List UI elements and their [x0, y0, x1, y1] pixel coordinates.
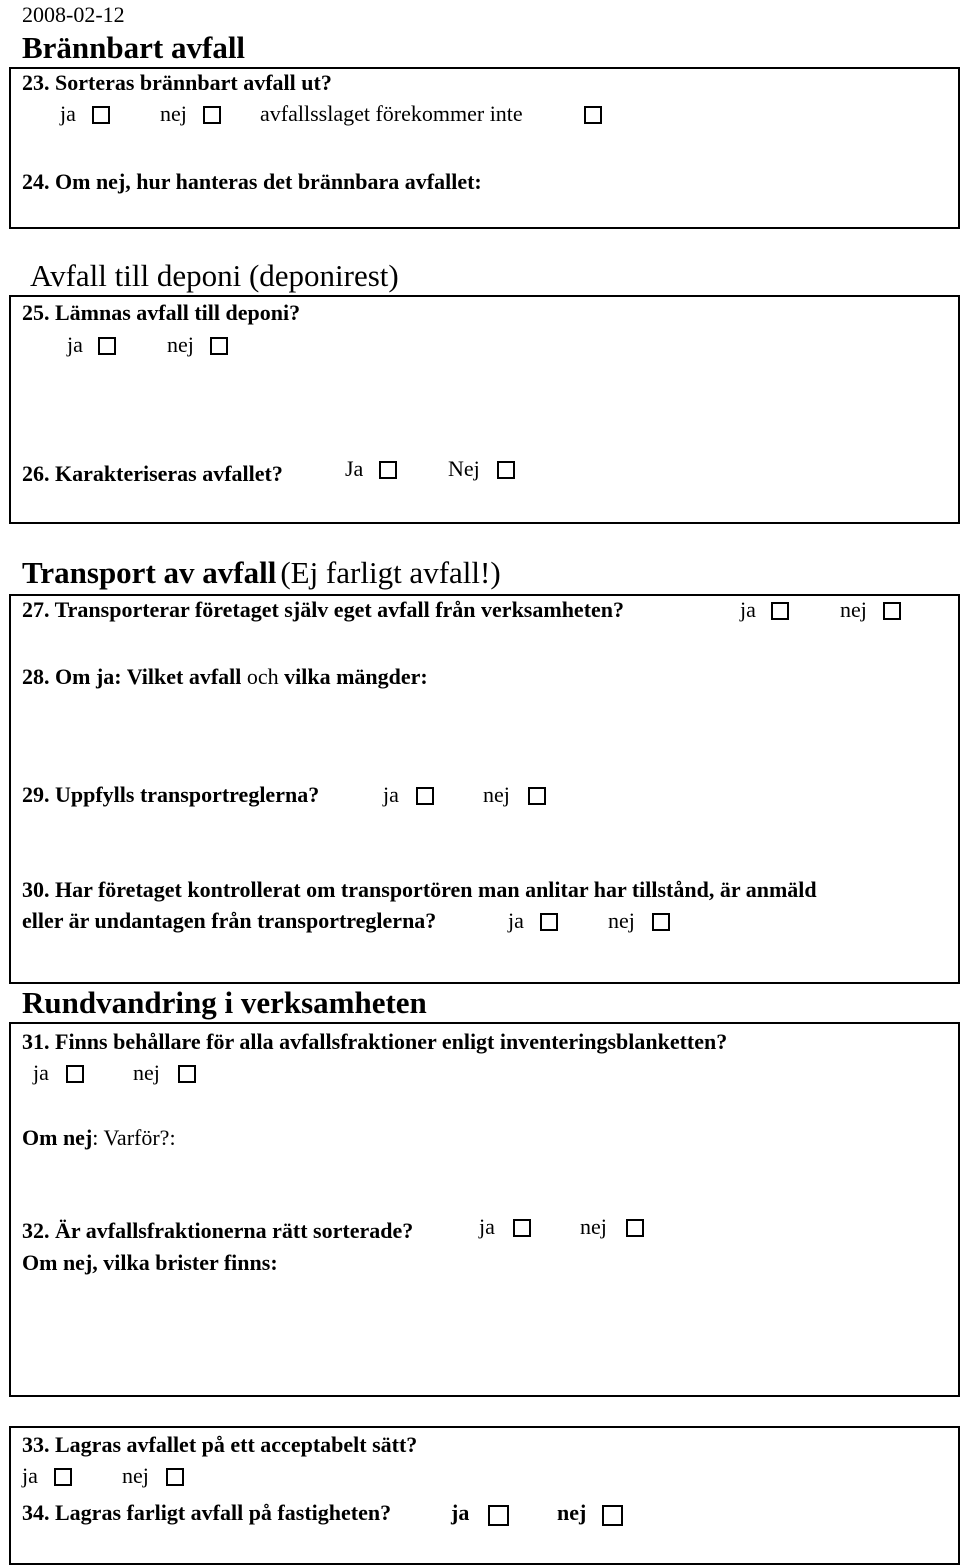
- document-date: 2008-02-12: [22, 2, 125, 27]
- q32-nej-checkbox[interactable]: [626, 1219, 644, 1237]
- q23-option-ja-label: ja: [60, 101, 76, 126]
- q26-option-nej-label: Nej: [448, 456, 480, 481]
- question-23: 23. Sorteras brännbart avfall ut?: [22, 70, 332, 95]
- q31-nej-checkbox[interactable]: [178, 1065, 196, 1083]
- q29-option-nej-label: nej: [483, 782, 510, 807]
- q30-nej-checkbox[interactable]: [652, 913, 670, 931]
- q28-part-b: och: [246, 664, 279, 689]
- q23-option-nej-label: nej: [160, 101, 187, 126]
- q29-nej-checkbox[interactable]: [528, 787, 546, 805]
- question-29: 29. Uppfylls transportreglerna?: [22, 782, 320, 807]
- q27-ja-checkbox[interactable]: [771, 602, 789, 620]
- question-27: 27. Transporterar företaget själv eget avfall från verksamheten?: [22, 597, 625, 622]
- q26-ja-checkbox[interactable]: [379, 461, 397, 479]
- q32-ja-checkbox[interactable]: [513, 1219, 531, 1237]
- q34-option-nej-label: nej: [557, 1500, 587, 1525]
- question-30-line1: 30. Har företaget kontrollerat om transportören man anlitar har tillstånd, är anmäld: [22, 877, 817, 902]
- q26-nej-checkbox[interactable]: [497, 461, 515, 479]
- question-24: 24. Om nej, hur hanteras det brännbara avfallet:: [22, 169, 482, 194]
- section-title-transport: [22, 557, 501, 588]
- q26-option-ja-label: Ja: [345, 456, 364, 481]
- q31-ja-checkbox[interactable]: [66, 1065, 84, 1083]
- q28-part-c: vilka mängder:: [284, 664, 428, 689]
- q25-option-ja-label: ja: [67, 332, 83, 357]
- q32-option-nej-label: nej: [580, 1214, 607, 1239]
- q33-ja-checkbox[interactable]: [54, 1468, 72, 1486]
- q34-nej-checkbox[interactable]: [602, 1505, 623, 1526]
- q29-option-ja-label: ja: [383, 782, 399, 807]
- q25-option-nej-label: nej: [167, 332, 194, 357]
- question-28: [22, 666, 428, 688]
- q27-option-ja-label: ja: [740, 597, 756, 622]
- question-30-line2: eller är undantagen från transportreglerna?: [22, 908, 437, 933]
- q30-option-ja-label: ja: [508, 908, 524, 933]
- section-title-deponi: Avfall till deponi (deponirest): [30, 258, 399, 293]
- q23-nej-checkbox[interactable]: [203, 106, 221, 124]
- question-32: 32. Är avfallsfraktionerna rätt sorterade?: [22, 1218, 414, 1243]
- question-34: 34. Lagras farligt avfall på fastigheten?: [22, 1500, 392, 1525]
- question-26: 26. Karakteriseras avfallet?: [22, 461, 283, 486]
- q28-part-a: 28. Om ja: Vilket avfall: [22, 664, 242, 689]
- q31-followup-normal: : Varför?:: [92, 1125, 176, 1150]
- q34-option-ja-label: ja: [451, 1500, 470, 1525]
- section-box-deponi: [9, 295, 960, 524]
- q25-nej-checkbox[interactable]: [210, 337, 228, 355]
- q29-ja-checkbox[interactable]: [416, 787, 434, 805]
- q27-nej-checkbox[interactable]: [883, 602, 901, 620]
- q31-option-nej-label: nej: [133, 1060, 160, 1085]
- q30-option-nej-label: nej: [608, 908, 635, 933]
- transport-title-normal: (Ej farligt avfall!): [280, 555, 501, 590]
- q33-option-ja-label: ja: [22, 1463, 38, 1488]
- q31-followup: [22, 1127, 176, 1149]
- q33-nej-checkbox[interactable]: [166, 1468, 184, 1486]
- question-25: 25. Lämnas avfall till deponi?: [22, 300, 301, 325]
- q31-option-ja-label: ja: [33, 1060, 49, 1085]
- section-title-brannbart: Brännbart avfall: [22, 30, 246, 65]
- section-title-rundvandring: Rundvandring i verksamheten: [22, 985, 427, 1020]
- q32-option-ja-label: ja: [479, 1214, 495, 1239]
- q32-followup: Om nej, vilka brister finns:: [22, 1250, 278, 1275]
- question-31: 31. Finns behållare för alla avfallsfraktioner enligt inventeringsblanketten?: [22, 1029, 728, 1054]
- q31-followup-bold: Om nej: [22, 1125, 93, 1150]
- transport-title-bold: Transport av avfall: [22, 555, 277, 590]
- q34-ja-checkbox[interactable]: [488, 1505, 509, 1526]
- q33-option-nej-label: nej: [122, 1463, 149, 1488]
- q30-ja-checkbox[interactable]: [540, 913, 558, 931]
- q27-option-nej-label: nej: [840, 597, 867, 622]
- q23-not-present-checkbox[interactable]: [584, 106, 602, 124]
- q23-ja-checkbox[interactable]: [92, 106, 110, 124]
- q23-option-not-present-label: avfallsslaget förekommer inte: [260, 101, 523, 126]
- q25-ja-checkbox[interactable]: [98, 337, 116, 355]
- question-33: 33. Lagras avfallet på ett acceptabelt sätt?: [22, 1432, 418, 1457]
